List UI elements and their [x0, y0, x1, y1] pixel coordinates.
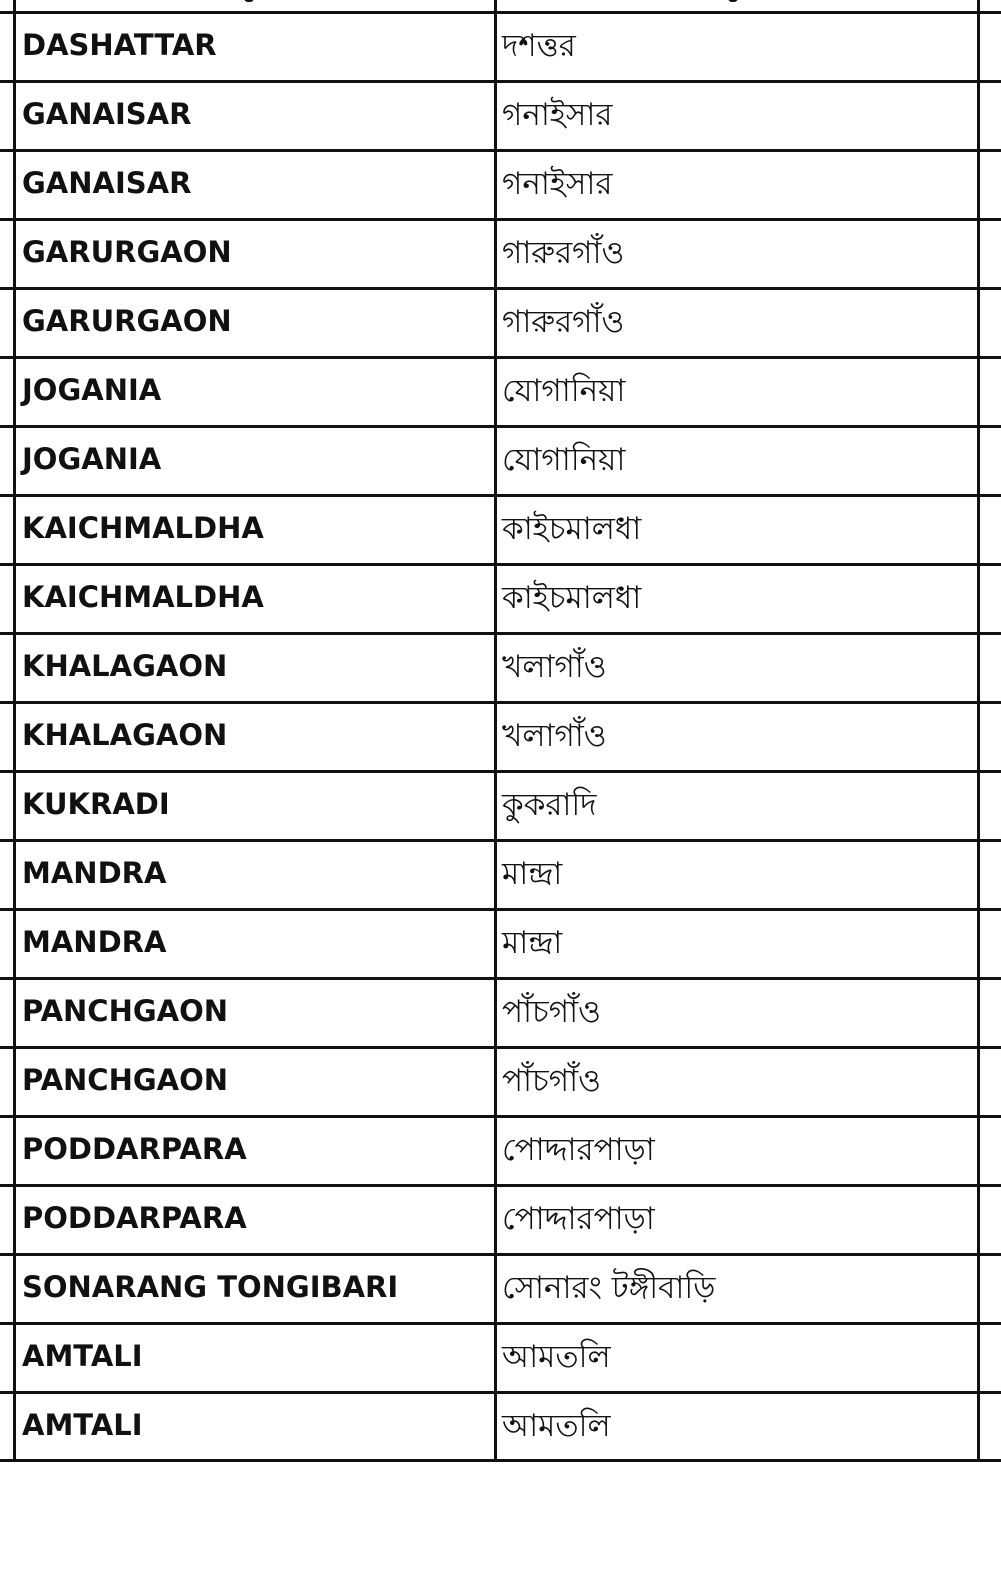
village-name-bengali: আমতলি	[502, 1339, 611, 1375]
table-row	[0, 771, 1001, 840]
table-row	[0, 219, 1001, 288]
table-rule	[0, 563, 1001, 566]
table-rule	[0, 1253, 1001, 1256]
village-name-english: DASHATTAR	[22, 28, 217, 62]
village-name-english: GARURGAON	[22, 235, 232, 269]
village-name-bengali: গনাইসার	[502, 166, 613, 202]
village-name-english: JOGANIA	[22, 373, 162, 407]
header-remnant-left	[244, 0, 254, 2]
table-rule	[0, 1459, 1001, 1462]
village-name-english: KAICHMALDHA	[22, 580, 264, 614]
village-name-english: MANDRA	[22, 925, 167, 959]
village-name-bengali: গনাইসার	[502, 97, 613, 133]
village-name-bengali: সোনারং টঙ্গীবাড়ি	[502, 1270, 716, 1306]
village-name-bengali: পাঁচগাঁও	[502, 994, 601, 1030]
village-name-english: PODDARPARA	[22, 1201, 247, 1235]
village-name-bengali: দশত্তর	[502, 28, 576, 64]
table-row	[0, 909, 1001, 978]
table-rule	[0, 1391, 1001, 1394]
table-rule	[0, 770, 1001, 773]
village-name-english: PANCHGAON	[22, 1063, 229, 1097]
table-rule	[0, 908, 1001, 911]
village-name-english: PANCHGAON	[22, 994, 229, 1028]
table-row	[0, 564, 1001, 633]
table-rule	[0, 632, 1001, 635]
village-name-bengali: গারুরগাঁও	[502, 235, 625, 271]
village-name-bengali: আমতলি	[502, 1408, 611, 1444]
village-name-english: GANAISAR	[22, 97, 192, 131]
table-rule	[0, 287, 1001, 290]
table-row	[0, 1254, 1001, 1323]
table-row	[0, 426, 1001, 495]
village-name-english: KUKRADI	[22, 787, 170, 821]
table-rule	[0, 839, 1001, 842]
village-name-english: KAICHMALDHA	[22, 511, 264, 545]
table-row	[0, 978, 1001, 1047]
village-name-english: GARURGAON	[22, 304, 232, 338]
village-name-bengali: মান্দ্রা	[502, 925, 563, 961]
table-rule	[0, 149, 1001, 152]
village-name-english: AMTALI	[22, 1408, 143, 1442]
table-row	[0, 840, 1001, 909]
village-name-bengali: কাইচমালধা	[502, 580, 642, 616]
village-name-english: KHALAGAON	[22, 649, 228, 683]
table-row	[0, 288, 1001, 357]
table-row	[0, 1047, 1001, 1116]
table-rule	[0, 218, 1001, 221]
village-name-bengali: খলাগাঁও	[502, 649, 607, 685]
table-rule	[0, 701, 1001, 704]
table-rule	[0, 494, 1001, 497]
table-row	[0, 702, 1001, 771]
village-name-english: PODDARPARA	[22, 1132, 247, 1166]
village-name-bengali: যোগানিয়া	[502, 442, 626, 478]
village-name-bengali: কুকরাদি	[502, 787, 597, 823]
table-rule	[0, 11, 1001, 14]
table-row	[0, 633, 1001, 702]
village-name-bengali: পোদ্দারপাড়া	[502, 1201, 655, 1237]
table-rule	[0, 80, 1001, 83]
table-rule	[0, 1184, 1001, 1187]
table-row	[0, 1116, 1001, 1185]
village-name-english: MANDRA	[22, 856, 167, 890]
table-row	[0, 150, 1001, 219]
table-rule	[0, 977, 1001, 980]
table-row	[0, 1392, 1001, 1461]
village-name-bengali: পোদ্দারপাড়া	[502, 1132, 655, 1168]
table-rule	[0, 425, 1001, 428]
village-name-bengali: পাঁচগাঁও	[502, 1063, 601, 1099]
table-row	[0, 357, 1001, 426]
village-name-english: GANAISAR	[22, 166, 192, 200]
table-row	[0, 495, 1001, 564]
table-row	[0, 1323, 1001, 1392]
village-name-english: AMTALI	[22, 1339, 143, 1373]
table-rule	[0, 1046, 1001, 1049]
table-row	[0, 1185, 1001, 1254]
village-name-english: JOGANIA	[22, 442, 162, 476]
village-name-bengali: মান্দ্রা	[502, 856, 563, 892]
header-remnant-right	[728, 0, 738, 2]
village-name-english: SONARANG TONGIBARI	[22, 1270, 399, 1304]
table-rule	[0, 1115, 1001, 1118]
table-rule	[0, 1322, 1001, 1325]
village-name-bengali: কাইচমালধা	[502, 511, 642, 547]
table-rule	[0, 356, 1001, 359]
village-name-bengali: খলাগাঁও	[502, 718, 607, 754]
table-row	[0, 81, 1001, 150]
village-name-bengali: গারুরগাঁও	[502, 304, 625, 340]
village-name-english: KHALAGAON	[22, 718, 228, 752]
village-name-bengali: যোগানিয়া	[502, 373, 626, 409]
table-row	[0, 12, 1001, 81]
